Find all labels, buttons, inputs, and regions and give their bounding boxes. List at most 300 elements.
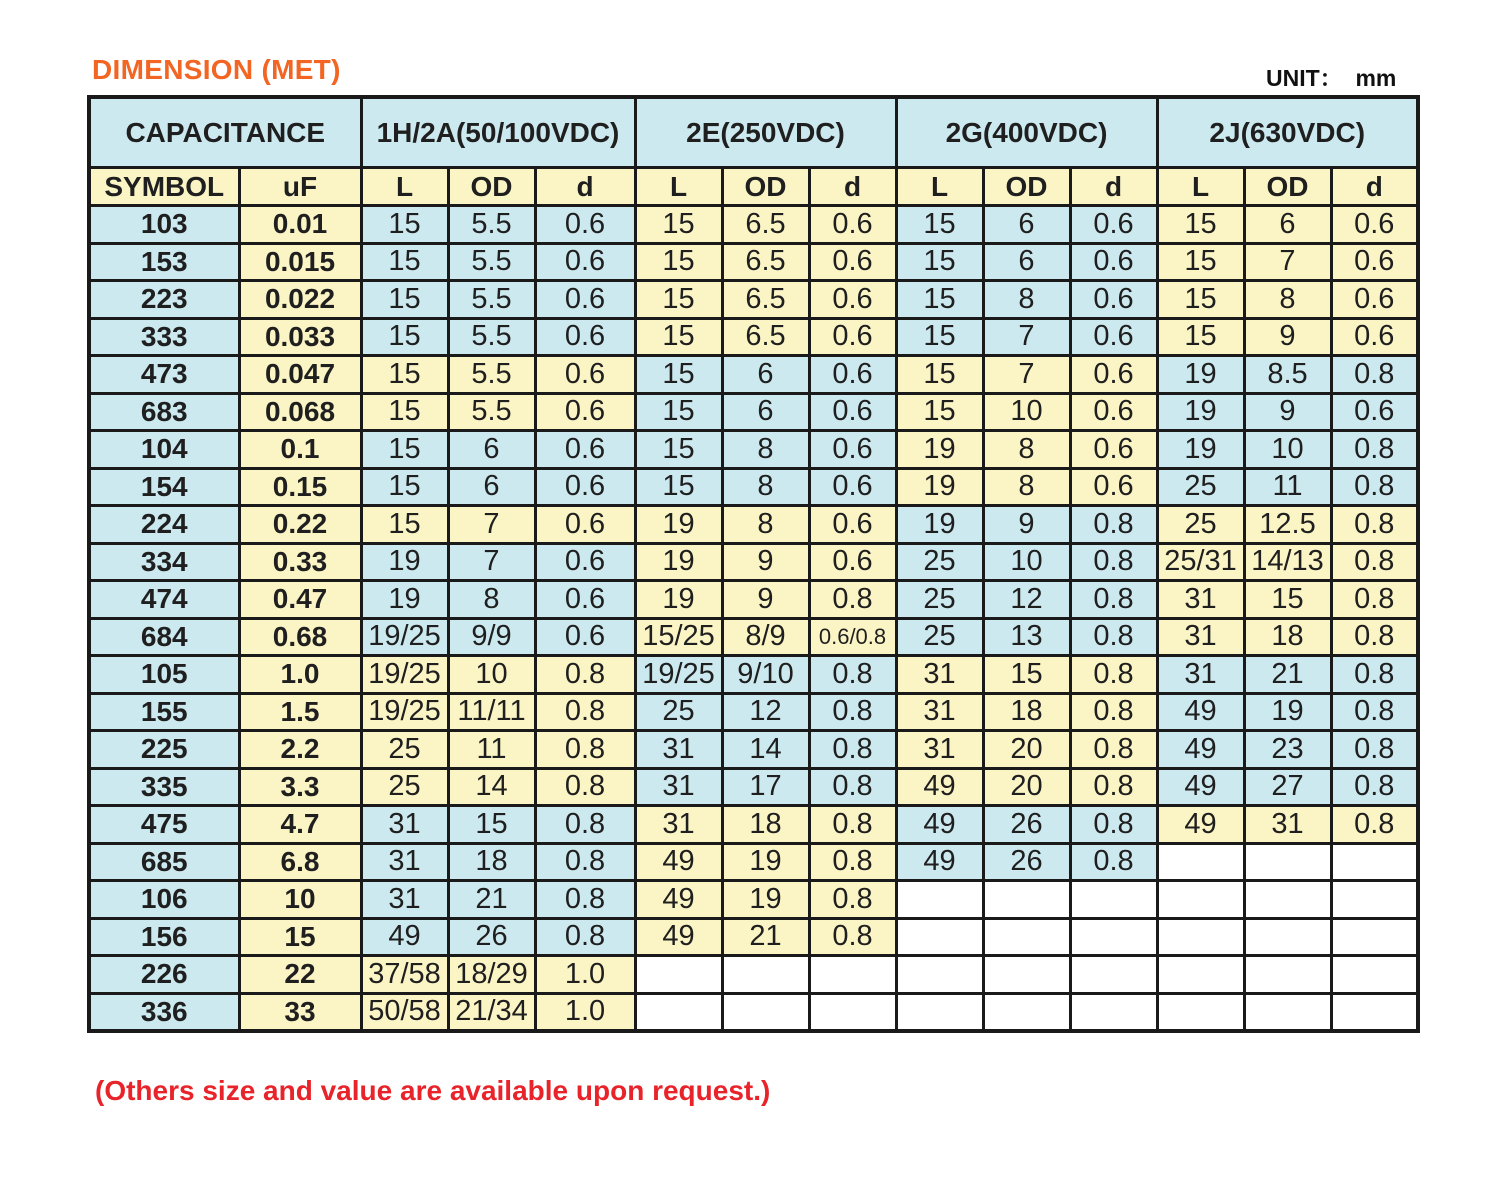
l-cell: 15 <box>896 243 983 281</box>
l-cell: 25 <box>361 731 448 769</box>
l-cell: 15 <box>361 431 448 469</box>
l-cell: 15 <box>1157 281 1244 319</box>
od-cell: 31 <box>1244 806 1331 844</box>
l-cell: 15 <box>361 243 448 281</box>
od-cell: 19 <box>722 881 809 919</box>
uf-cell: 4.7 <box>239 806 361 844</box>
od-cell: 20 <box>983 768 1070 806</box>
symbol-cell: 333 <box>89 318 239 356</box>
d-cell: 0.6/0.8 <box>809 618 896 656</box>
l-cell: 15 <box>361 506 448 544</box>
d-cell: 0.6 <box>1331 393 1418 431</box>
l-cell: 15 <box>635 393 722 431</box>
od-cell: 9 <box>722 543 809 581</box>
od-cell: 19 <box>722 843 809 881</box>
d-cell: 0.8 <box>1331 506 1418 544</box>
uf-cell: 10 <box>239 881 361 919</box>
l-cell: 19 <box>896 468 983 506</box>
uf-cell: 0.01 <box>239 206 361 244</box>
d-cell: 0.8 <box>809 806 896 844</box>
l-cell: 31 <box>635 806 722 844</box>
od-cell: 9 <box>722 581 809 619</box>
l-cell: 49 <box>896 843 983 881</box>
d-cell: 0.6 <box>535 506 635 544</box>
voltage-group-header: 2G(400VDC) <box>896 97 1157 168</box>
od-cell: 6 <box>722 356 809 394</box>
table-row <box>89 881 1418 919</box>
od-cell: 9 <box>983 506 1070 544</box>
l-cell: 15 <box>896 206 983 244</box>
l-cell <box>635 956 722 994</box>
od-cell: 8 <box>722 468 809 506</box>
d-cell: 0.6 <box>535 243 635 281</box>
od-cell: 8 <box>983 281 1070 319</box>
symbol-cell: 155 <box>89 693 239 731</box>
table-row <box>89 843 1418 881</box>
d-cell: 0.6 <box>535 281 635 319</box>
d-cell: 0.8 <box>535 843 635 881</box>
d-cell: 1.0 <box>535 956 635 994</box>
od-cell: 5.5 <box>448 356 535 394</box>
uf-cell: 0.068 <box>239 393 361 431</box>
l-cell <box>1157 956 1244 994</box>
l-cell <box>635 993 722 1031</box>
d-cell: 0.6 <box>535 468 635 506</box>
uf-cell: 1.5 <box>239 693 361 731</box>
symbol-cell: 683 <box>89 393 239 431</box>
l-cell: 15 <box>635 206 722 244</box>
l-cell: 31 <box>635 768 722 806</box>
d-cell: 0.8 <box>1070 693 1157 731</box>
d-cell: 0.6 <box>1070 206 1157 244</box>
l-cell: 19 <box>1157 431 1244 469</box>
l-cell: 25 <box>896 581 983 619</box>
od-cell: 5.5 <box>448 206 535 244</box>
l-cell: 15 <box>1157 243 1244 281</box>
l-cell: 31 <box>1157 656 1244 694</box>
voltage-header-row <box>89 97 1418 168</box>
od-cell: 7 <box>448 506 535 544</box>
d-cell: 0.8 <box>1070 843 1157 881</box>
d-header: d <box>1331 168 1418 206</box>
table-row <box>89 206 1418 244</box>
table-row <box>89 693 1418 731</box>
d-cell: 0.6 <box>809 356 896 394</box>
od-cell <box>722 956 809 994</box>
l-cell: 19 <box>1157 393 1244 431</box>
d-cell: 0.8 <box>1331 731 1418 769</box>
d-cell: 0.6 <box>1331 318 1418 356</box>
od-cell: 5.5 <box>448 281 535 319</box>
od-cell: 20 <box>983 731 1070 769</box>
d-cell: 0.6 <box>1331 243 1418 281</box>
od-cell: 9 <box>1244 318 1331 356</box>
l-cell: 31 <box>361 881 448 919</box>
od-cell: 6.5 <box>722 206 809 244</box>
od-cell: 15 <box>448 806 535 844</box>
page-title: DIMENSION (MET) <box>92 54 341 85</box>
d-cell: 1.0 <box>535 993 635 1031</box>
od-cell: 6 <box>1244 206 1331 244</box>
d-cell: 0.8 <box>1070 506 1157 544</box>
od-cell: 18/29 <box>448 956 535 994</box>
uf-cell: 6.8 <box>239 843 361 881</box>
l-cell: 25/31 <box>1157 543 1244 581</box>
l-cell: 15 <box>361 281 448 319</box>
symbol-cell: 223 <box>89 281 239 319</box>
dimension-table <box>87 95 1420 1033</box>
l-cell: 25 <box>1157 506 1244 544</box>
symbol-cell: 473 <box>89 356 239 394</box>
table-row <box>89 318 1418 356</box>
uf-cell: 0.33 <box>239 543 361 581</box>
l-cell: 15 <box>635 318 722 356</box>
table-row <box>89 768 1418 806</box>
d-cell: 0.8 <box>1331 618 1418 656</box>
d-cell: 0.6 <box>535 318 635 356</box>
l-cell <box>1157 881 1244 919</box>
d-cell: 0.8 <box>1070 768 1157 806</box>
od-cell <box>722 993 809 1031</box>
symbol-cell: 684 <box>89 618 239 656</box>
d-cell: 0.8 <box>1070 581 1157 619</box>
symbol-cell: 104 <box>89 431 239 469</box>
l-cell <box>1157 918 1244 956</box>
d-cell: 0.8 <box>535 881 635 919</box>
l-cell: 19/25 <box>361 656 448 694</box>
l-cell: 15 <box>361 206 448 244</box>
l-header: L <box>361 168 448 206</box>
l-cell: 19 <box>1157 356 1244 394</box>
d-cell: 0.8 <box>809 581 896 619</box>
l-cell: 37/58 <box>361 956 448 994</box>
od-cell: 6 <box>722 393 809 431</box>
d-cell <box>1331 993 1418 1031</box>
uf-cell: 0.68 <box>239 618 361 656</box>
l-cell: 19 <box>635 506 722 544</box>
l-header: L <box>1157 168 1244 206</box>
od-cell: 8 <box>983 468 1070 506</box>
d-cell: 0.6 <box>535 356 635 394</box>
symbol-cell: 103 <box>89 206 239 244</box>
d-cell <box>1070 956 1157 994</box>
table-row <box>89 581 1418 619</box>
od-cell: 19 <box>1244 693 1331 731</box>
od-header: OD <box>448 168 535 206</box>
d-cell: 0.8 <box>535 806 635 844</box>
l-cell: 15 <box>896 393 983 431</box>
od-cell: 9 <box>1244 393 1331 431</box>
d-cell: 0.8 <box>1331 581 1418 619</box>
l-cell: 31 <box>896 693 983 731</box>
symbol-cell: 105 <box>89 656 239 694</box>
table-row <box>89 656 1418 694</box>
l-cell <box>896 993 983 1031</box>
od-cell: 10 <box>448 656 535 694</box>
od-cell: 8 <box>722 506 809 544</box>
od-cell: 12 <box>983 581 1070 619</box>
d-cell: 0.8 <box>809 881 896 919</box>
d-cell: 0.8 <box>1331 768 1418 806</box>
l-cell: 49 <box>1157 731 1244 769</box>
uf-cell: 2.2 <box>239 731 361 769</box>
d-cell: 0.6 <box>1070 431 1157 469</box>
symbol-cell: 224 <box>89 506 239 544</box>
od-cell: 9/9 <box>448 618 535 656</box>
table-row <box>89 806 1418 844</box>
d-cell: 0.8 <box>535 768 635 806</box>
l-cell: 15/25 <box>635 618 722 656</box>
d-cell: 0.8 <box>1070 543 1157 581</box>
d-cell: 0.8 <box>809 843 896 881</box>
d-cell <box>1331 881 1418 919</box>
od-cell: 26 <box>448 918 535 956</box>
capacitance-header: CAPACITANCE <box>89 97 361 168</box>
column-header-row <box>89 168 1418 206</box>
unit-label: UNIT： mm <box>1266 65 1397 91</box>
uf-cell: 0.15 <box>239 468 361 506</box>
d-cell: 0.6 <box>809 206 896 244</box>
l-cell: 15 <box>635 468 722 506</box>
l-cell: 49 <box>635 881 722 919</box>
od-cell: 11/11 <box>448 693 535 731</box>
l-cell: 19 <box>635 581 722 619</box>
uf-cell: 0.47 <box>239 581 361 619</box>
uf-cell: 33 <box>239 993 361 1031</box>
od-cell: 21/34 <box>448 993 535 1031</box>
od-cell: 11 <box>448 731 535 769</box>
l-cell: 25 <box>1157 468 1244 506</box>
od-cell: 23 <box>1244 731 1331 769</box>
d-header: d <box>1070 168 1157 206</box>
symbol-cell: 335 <box>89 768 239 806</box>
d-cell: 0.6 <box>535 581 635 619</box>
od-cell: 18 <box>448 843 535 881</box>
od-cell: 8 <box>722 431 809 469</box>
table-row <box>89 731 1418 769</box>
table-row <box>89 243 1418 281</box>
l-cell: 19/25 <box>361 693 448 731</box>
d-cell: 0.8 <box>809 693 896 731</box>
d-cell: 0.8 <box>1070 731 1157 769</box>
od-cell: 8 <box>448 581 535 619</box>
d-cell: 0.6 <box>535 543 635 581</box>
l-cell <box>1157 843 1244 881</box>
l-cell: 49 <box>1157 693 1244 731</box>
l-cell: 19/25 <box>361 618 448 656</box>
table-row <box>89 431 1418 469</box>
voltage-group-header: 2J(630VDC) <box>1157 97 1418 168</box>
d-cell: 0.8 <box>809 656 896 694</box>
d-cell: 0.6 <box>1070 243 1157 281</box>
l-cell: 49 <box>635 918 722 956</box>
l-cell: 15 <box>1157 318 1244 356</box>
symbol-cell: 226 <box>89 956 239 994</box>
symbol-cell: 153 <box>89 243 239 281</box>
table-row <box>89 393 1418 431</box>
d-cell: 0.8 <box>809 731 896 769</box>
d-cell: 0.6 <box>809 318 896 356</box>
d-cell: 0.6 <box>809 543 896 581</box>
l-header: L <box>635 168 722 206</box>
d-header: d <box>535 168 635 206</box>
l-cell: 19 <box>896 431 983 469</box>
d-cell: 0.6 <box>809 506 896 544</box>
d-cell: 0.6 <box>809 281 896 319</box>
d-cell: 0.8 <box>1331 656 1418 694</box>
od-cell <box>983 881 1070 919</box>
uf-cell: 0.033 <box>239 318 361 356</box>
od-cell: 6 <box>448 431 535 469</box>
l-cell: 15 <box>1157 206 1244 244</box>
symbol-cell: 474 <box>89 581 239 619</box>
od-cell: 26 <box>983 843 1070 881</box>
od-cell: 8 <box>1244 281 1331 319</box>
d-cell: 0.6 <box>1070 318 1157 356</box>
d-cell: 0.6 <box>1070 281 1157 319</box>
l-cell: 50/58 <box>361 993 448 1031</box>
od-cell: 6.5 <box>722 243 809 281</box>
l-cell: 15 <box>361 393 448 431</box>
d-cell <box>809 956 896 994</box>
uf-cell: 1.0 <box>239 656 361 694</box>
d-cell: 0.8 <box>535 693 635 731</box>
l-cell: 25 <box>361 768 448 806</box>
symbol-header: SYMBOL <box>89 168 239 206</box>
od-cell <box>1244 993 1331 1031</box>
table-row <box>89 543 1418 581</box>
od-cell: 5.5 <box>448 243 535 281</box>
d-cell: 0.8 <box>535 656 635 694</box>
d-cell: 0.8 <box>1070 656 1157 694</box>
l-cell: 31 <box>635 731 722 769</box>
od-cell: 12 <box>722 693 809 731</box>
od-cell <box>983 993 1070 1031</box>
l-cell: 25 <box>635 693 722 731</box>
table-row <box>89 281 1418 319</box>
d-cell: 0.6 <box>809 468 896 506</box>
d-cell: 0.6 <box>1331 206 1418 244</box>
symbol-cell: 156 <box>89 918 239 956</box>
l-cell: 15 <box>896 356 983 394</box>
d-cell: 0.6 <box>535 393 635 431</box>
l-cell: 31 <box>1157 581 1244 619</box>
d-cell: 0.8 <box>1070 806 1157 844</box>
l-cell: 15 <box>361 356 448 394</box>
symbol-cell: 154 <box>89 468 239 506</box>
d-cell: 0.8 <box>1331 693 1418 731</box>
od-cell: 6 <box>983 206 1070 244</box>
l-cell: 15 <box>361 318 448 356</box>
d-cell <box>1331 956 1418 994</box>
od-cell: 27 <box>1244 768 1331 806</box>
table-row <box>89 356 1418 394</box>
d-cell <box>1331 843 1418 881</box>
d-cell: 0.6 <box>1331 281 1418 319</box>
od-cell: 12.5 <box>1244 506 1331 544</box>
od-cell: 5.5 <box>448 393 535 431</box>
l-cell: 19 <box>361 543 448 581</box>
table-row <box>89 993 1418 1031</box>
od-cell: 6.5 <box>722 318 809 356</box>
l-cell: 15 <box>635 431 722 469</box>
od-cell: 18 <box>722 806 809 844</box>
l-cell: 49 <box>361 918 448 956</box>
l-cell: 31 <box>896 656 983 694</box>
od-cell: 21 <box>722 918 809 956</box>
d-cell <box>1070 881 1157 919</box>
l-cell: 31 <box>1157 618 1244 656</box>
od-cell: 7 <box>448 543 535 581</box>
table-row <box>89 618 1418 656</box>
od-cell: 15 <box>1244 581 1331 619</box>
table-row <box>89 956 1418 994</box>
l-cell: 49 <box>635 843 722 881</box>
od-cell: 14 <box>448 768 535 806</box>
od-cell: 7 <box>983 356 1070 394</box>
d-cell <box>1070 918 1157 956</box>
od-cell: 18 <box>1244 618 1331 656</box>
od-cell <box>1244 956 1331 994</box>
uf-cell: 0.022 <box>239 281 361 319</box>
l-header: L <box>896 168 983 206</box>
l-cell: 49 <box>1157 806 1244 844</box>
symbol-cell: 685 <box>89 843 239 881</box>
d-cell: 0.6 <box>809 243 896 281</box>
l-cell: 15 <box>635 281 722 319</box>
l-cell: 31 <box>361 843 448 881</box>
l-cell: 19/25 <box>635 656 722 694</box>
l-cell: 15 <box>635 243 722 281</box>
d-cell: 0.8 <box>1070 618 1157 656</box>
d-cell: 0.8 <box>1331 431 1418 469</box>
l-cell <box>896 956 983 994</box>
od-cell: 10 <box>983 393 1070 431</box>
l-cell: 49 <box>896 768 983 806</box>
d-cell: 0.6 <box>535 206 635 244</box>
d-cell: 0.8 <box>535 918 635 956</box>
od-cell: 14/13 <box>1244 543 1331 581</box>
symbol-cell: 334 <box>89 543 239 581</box>
voltage-group-header: 1H/2A(50/100VDC) <box>361 97 635 168</box>
od-cell: 15 <box>983 656 1070 694</box>
l-cell <box>1157 993 1244 1031</box>
table-row <box>89 468 1418 506</box>
l-cell: 19 <box>361 581 448 619</box>
od-cell: 21 <box>448 881 535 919</box>
od-cell: 18 <box>983 693 1070 731</box>
l-cell: 25 <box>896 543 983 581</box>
od-header: OD <box>1244 168 1331 206</box>
uf-cell: 15 <box>239 918 361 956</box>
od-cell: 6 <box>448 468 535 506</box>
l-cell: 15 <box>361 468 448 506</box>
od-cell: 8.5 <box>1244 356 1331 394</box>
d-cell: 0.8 <box>809 768 896 806</box>
table-row <box>89 918 1418 956</box>
d-cell <box>1070 993 1157 1031</box>
od-cell: 6 <box>983 243 1070 281</box>
l-cell: 15 <box>896 281 983 319</box>
d-cell: 0.6 <box>535 431 635 469</box>
od-cell: 21 <box>1244 656 1331 694</box>
od-cell: 10 <box>1244 431 1331 469</box>
od-cell: 14 <box>722 731 809 769</box>
od-cell: 8 <box>983 431 1070 469</box>
od-header: OD <box>983 168 1070 206</box>
voltage-group-header: 2E(250VDC) <box>635 97 896 168</box>
d-cell: 0.6 <box>1070 393 1157 431</box>
